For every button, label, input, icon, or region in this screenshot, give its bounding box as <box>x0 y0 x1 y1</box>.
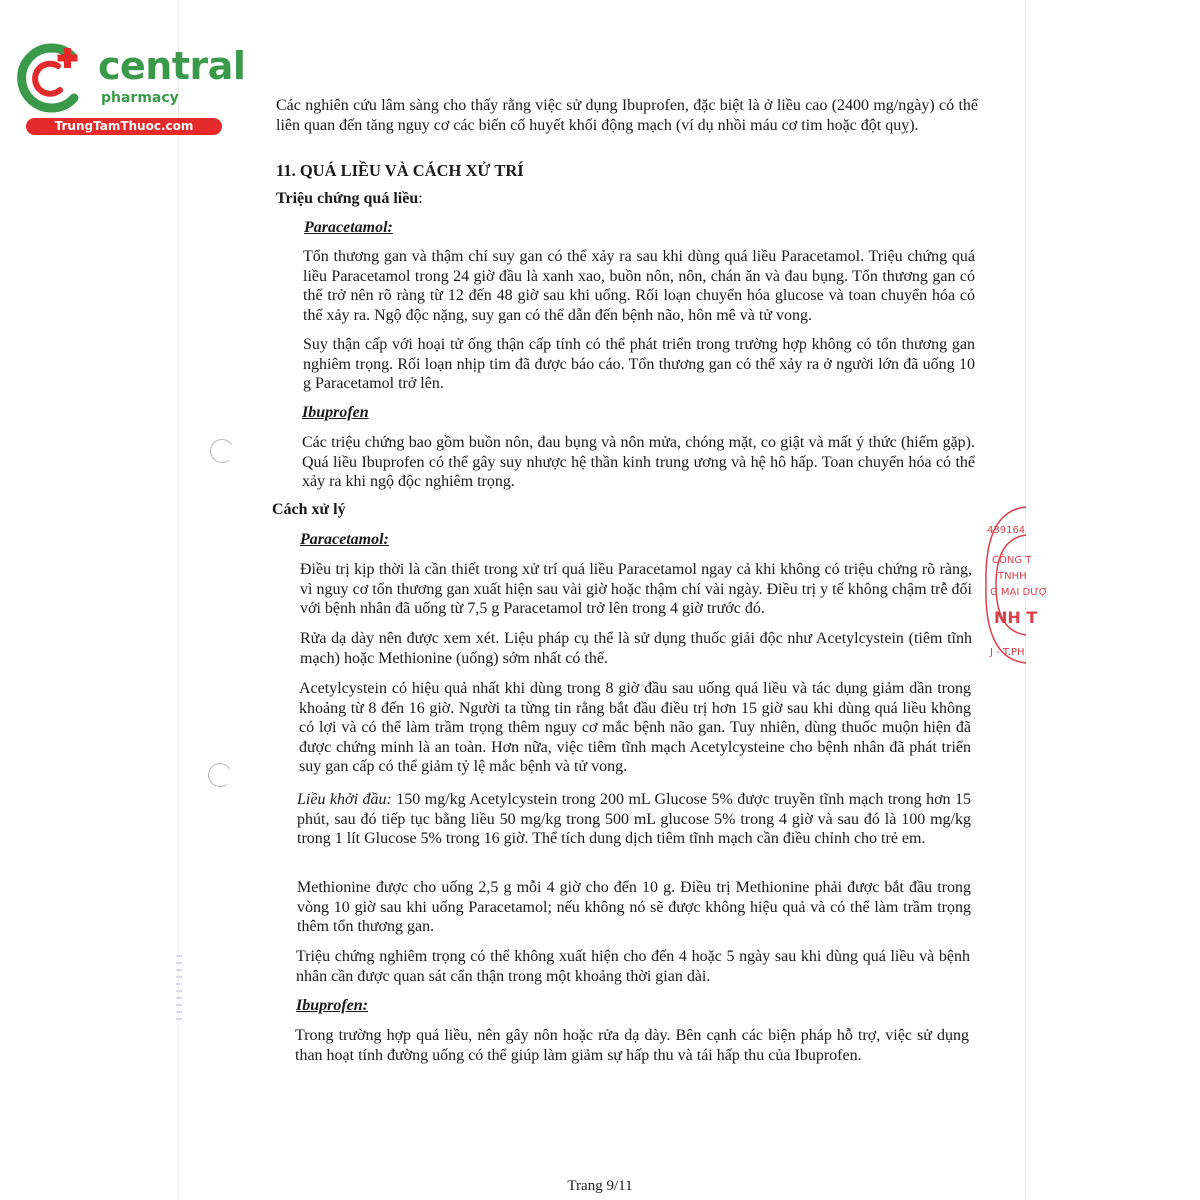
svg-text:J - T.PH: J - T.PH <box>990 647 1025 658</box>
treatment-p2: Rửa dạ dày nên được xem xét. Liệu pháp cụ thể là sử dụng thuốc giải độc như Acetylcystein (tiêm tĩnh mạch) hoặc Methionine (uống) sớm nhất có thể. <box>300 630 972 667</box>
treatment-p1: Điều trị kịp thời là cần thiết trong xử trí quá liều Paracetamol ngay cả khi không có triệu chứng rõ ràng, vì nguy cơ tổn thương gan xuất hiện sau vài giờ hoặc thậm chí vài ngày. Điều trị y tế không chậm trễ đối với bệnh nhân đã uống từ 7,5 g Paracetamol trở lên trong 4 giờ trước đó. <box>300 561 972 617</box>
svg-text:CÔNG T: CÔNG T <box>992 555 1032 566</box>
symptoms-heading <box>276 189 423 209</box>
treatment-p5: Methionine được cho uống 2,5 g mỗi 4 giờ cho đến 10 g. Điều trị Methionine phải được bắt đầu trong vòng 10 giờ sau khi uống Paracetamol; nếu không nó sẽ được không hiệu quả và có thể làm trầm trọng thêm tổn thương gan. <box>297 879 971 935</box>
svg-text:NH T: NH T <box>994 608 1038 627</box>
symptoms-paracetamol-title: Paracetamol: <box>304 219 393 236</box>
treatment-paracetamol-title: Paracetamol: <box>300 531 389 548</box>
logo-website[interactable]: TrungTamThuoc.com <box>26 118 222 135</box>
symptoms-ibuprofen-title: Ibuprofen <box>302 404 369 421</box>
initial-dose-text: 150 mg/kg Acetylcystein trong 200 mL Glucose 5% được truyền tĩnh mạch trong hơn 15 phút, sau đó tiếp tục bằng liều 50 mg/kg trong 500 mL glucose 5% trong 4 giờ và sau đó là 100 mg/kg trong 1 lít Glucose 5% trong 16 giờ. Thể tích dung dịch tiêm tĩnh mạch cần điều chỉnh cho trẻ em. <box>297 791 972 847</box>
symptoms-paracetamol-p1: Tổn thương gan và thậm chí suy gan có thể xảy ra sau khi dùng quá liều Paracetamol. Triệu chứng quá liều Paracetamol trong 24 giờ đầu là xanh xao, buồn nôn, nôn, chán ăn và đau bụng. Tổn thương gan có thể trở nên rõ ràng từ 12 đến 48 giờ sau khi uống. Rối loạn chuyển hóa glucose và toan chuyển hóa có thể xảy ra. Ngộ độc nặng, suy gan có thể dẫn đến bệnh não, hôn mê và tử vong. <box>303 248 975 324</box>
treatment-p3: Acetylcystein có hiệu quả nhất khi dùng trong 8 giờ đầu sau uống quá liều và tác dụng giảm dần trong khoảng từ 8 đến 16 giờ. Người ta từng tin rằng bắt đầu điều trị hơn 15 giờ sau khi dùng quá liều không có lợi và có thể làm trầm trọng thêm nguy cơ mắc bệnh não gan. Tuy nhiên, dùng thuốc muộn hiện đã được chứng minh là an toàn. Hơn nữa, việc tiêm tĩnh mạch Acetylcysteine cho bệnh nhân đã phát triển suy gan cấp có thể giảm tỷ lệ mắc bệnh và tử vong. <box>299 680 971 775</box>
company-seal-stamp <box>982 505 1048 665</box>
intro-paragraph: Các nghiên cứu lâm sàng cho thấy rằng việc sử dụng Ibuprofen, đặc biệt là ở liều cao (2400 mg/ngày) có thể liên quan đến tăng nguy cơ các biến cố huyết khối động mạch (ví dụ nhồi máu cơ tim hoặc đột quỵ). <box>276 97 978 134</box>
symptoms-heading-text: Triệu chứng quá liều <box>276 190 419 207</box>
symptoms-paracetamol-p2: Suy thận cấp với hoại tử ống thận cấp tính có thể phát triển trong trường hợp không có tổn thương gan nghiêm trọng. Rối loạn nhịp tim đã được báo cáo. Tổn thương gan có thể xảy ra ở người lớn đã uống 10 g Paracetamol trở lên. <box>303 336 975 392</box>
svg-text:G MẠI DƯỢ: G MẠI DƯỢ <box>990 587 1048 598</box>
treatment-p6: Triệu chứng nghiêm trọng có thể không xuất hiện cho đến 4 hoặc 5 ngày sau khi dùng quá liều và bệnh nhân cần được quan sát cẩn thận trong một khoảng thời gian dài. <box>296 948 970 985</box>
treatment-p4 <box>297 790 971 849</box>
svg-text:TNHH: TNHH <box>998 571 1027 582</box>
pharmacy-cross-icon <box>12 38 96 122</box>
page-number: Trang 9/11 <box>567 1178 633 1194</box>
page-edge-marks <box>176 955 182 1075</box>
symptoms-heading-colon: : <box>418 190 423 207</box>
section-title: 11. QUÁ LIỀU VÀ CÁCH XỬ TRÍ <box>276 161 524 180</box>
symptoms-ibuprofen-p1: Các triệu chứng bao gồm buồn nôn, đau bụng và nôn mửa, chóng mặt, co giật và mất ý thức (hiếm gặp). Quá liều Ibuprofen có thể gây suy nhược hệ thần kinh trung ương và hệ hô hấp. Toan chuyển hóa có thể xảy ra khi ngộ độc nghiêm trọng. <box>302 434 975 490</box>
logo-tagline: pharmacy <box>101 90 179 106</box>
svg-text:439164: 439164 <box>987 525 1026 536</box>
treatment-p7: Trong trường hợp quá liều, nên gây nôn hoặc rửa dạ dày. Bên cạnh các biện pháp hỗ trợ, việc sử dụng than hoạt tính đường uống có thể giúp làm giảm sự hấp thu và tái hấp thu của Ibuprofen. <box>295 1027 969 1064</box>
treatment-heading: Cách xử lý <box>272 501 346 518</box>
initial-dose-label: Liều khởi đầu: <box>297 791 392 808</box>
treatment-ibuprofen-title: Ibuprofen: <box>296 997 369 1014</box>
logo-brand: central <box>98 44 246 88</box>
central-pharmacy-logo[interactable] <box>12 38 246 138</box>
